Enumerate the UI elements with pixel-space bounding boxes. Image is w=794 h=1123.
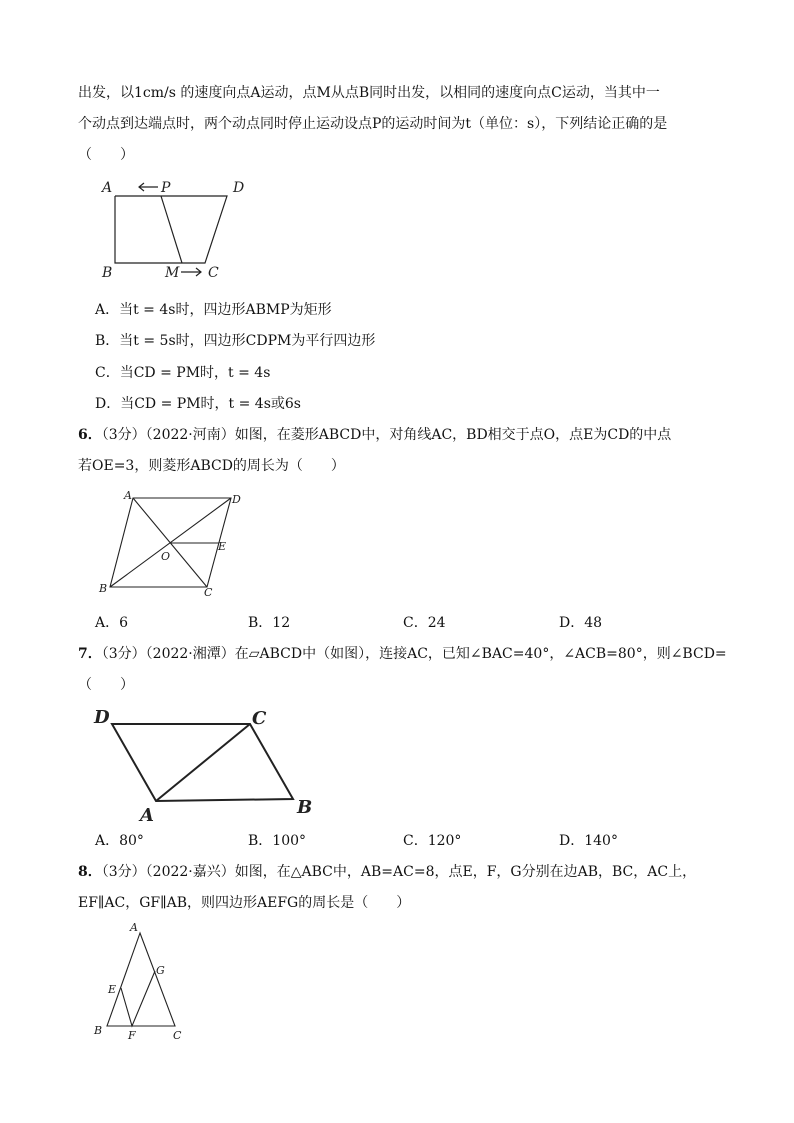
q6-number: 6． (78, 427, 102, 443)
q7-figure (90, 703, 330, 828)
q7-text-line-2: （ ） (78, 677, 134, 693)
q8-label-F: F (128, 1029, 136, 1042)
q6-label-A: A (124, 489, 132, 502)
q7-stem: 在▱ABCD中（如图），连接AC，已知∠BAC=40°，∠ACB=80°，则∠BCD= (234, 646, 727, 662)
q5-figure (95, 176, 265, 286)
q6-option-a: A．6 (95, 615, 129, 631)
q6-meta: （3分）（2022·河南） (101, 427, 235, 443)
q8-stem: 如图，在△ABC中，AB=AC=8，点E，F，G分别在边AB，BC，AC上， (234, 864, 697, 880)
q7-meta: （3分）（2022·湘潭） (101, 646, 235, 662)
q7-label-A: A (140, 805, 154, 826)
q6-option-b: B．12 (248, 615, 291, 631)
q6-option-c: C．24 (403, 615, 446, 631)
q5-label-P: P (161, 180, 171, 196)
q6-text-line-2: 若OE=3，则菱形ABCD的周长为（ ） (78, 458, 345, 474)
q8-label-B: B (94, 1024, 103, 1037)
q7-text-line-1 (78, 645, 727, 663)
q5-label-A: A (102, 180, 113, 196)
q7-option-d: D．140° (559, 833, 618, 849)
q8-label-G: G (156, 964, 165, 977)
q6-label-D: D (232, 493, 241, 506)
q5-option-a: A．当t = 4s时，四边形ABMP为矩形 (95, 302, 332, 318)
q8-label-E: E (108, 983, 117, 996)
q5-option-c: C．当CD = PM时，t = 4s (95, 365, 271, 381)
q6-figure (95, 488, 255, 600)
q6-label-B: B (99, 582, 108, 595)
q5-text-line-1: 出发，以1cm/s 的速度向点A运动，点M从点B同时出发，以相同的速度向点C运动，当其中一 (78, 85, 660, 101)
q6-label-E: E (218, 540, 227, 553)
q5-text-line-3: （ ） (78, 147, 134, 163)
q5-label-D: D (233, 180, 245, 196)
q7-number: 7． (78, 646, 102, 662)
q5-label-B: B (102, 265, 113, 281)
q7-option-c: C．120° (403, 833, 462, 849)
q6-option-d: D．48 (559, 615, 603, 631)
q8-label-C: C (173, 1029, 182, 1042)
q5-label-M: M (165, 265, 180, 281)
q8-text-line-1 (78, 863, 696, 881)
q7-option-b: B．100° (248, 833, 307, 849)
q7-label-D: D (94, 707, 110, 728)
q7-label-B: B (297, 797, 313, 818)
q5-option-d: D．当CD = PM时，t = 4s或6s (95, 396, 301, 412)
q5-label-C: C (208, 265, 219, 281)
q5-text-line-2: 个动点到达端点时，两个动点同时停止运动设点P的运动时间为t（单位：s），下列结论正确的是 (78, 116, 668, 132)
q6-stem: 如图，在菱形ABCD中，对角线AC，BD相交于点O，点E为CD的中点 (234, 427, 672, 443)
q7-label-C: C (252, 708, 267, 729)
q7-option-a: A．80° (95, 833, 144, 849)
q8-text-line-2: EF∥AC，GF∥AB，则四边形AEFG的周长是（ ） (78, 895, 411, 911)
q6-label-C: C (204, 586, 213, 599)
q5-option-b: B．当t = 5s时，四边形CDPM为平行四边形 (95, 333, 376, 349)
q8-meta: （3分）（2022·嘉兴） (101, 864, 235, 880)
q8-figure (88, 920, 198, 1045)
q6-label-O: O (161, 550, 171, 563)
q8-label-A: A (130, 921, 138, 934)
q8-number: 8． (78, 864, 102, 880)
q6-text-line-1 (78, 426, 671, 444)
